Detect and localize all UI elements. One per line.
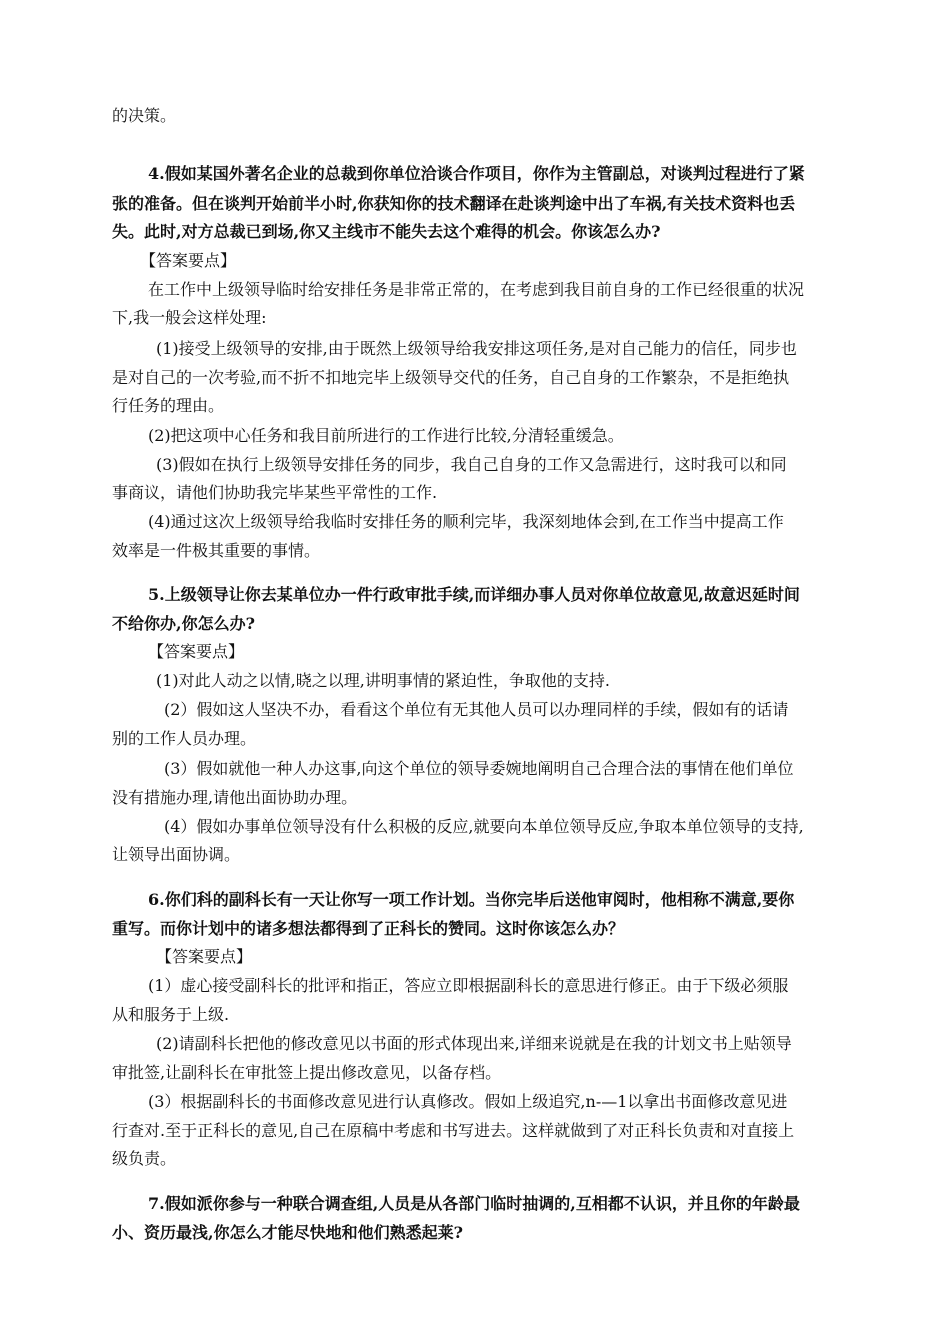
paragraph-line: (1)接受上级领导的安排,由于既然上级领导给我安排这项任务,是对自己能力的信任，同步也 — [156, 339, 797, 358]
paragraph-line: 行查对.至于正科长的意见,自己在原稿中考虑和书写进去。这样就做到了对正科长负责和对直接上 — [112, 1121, 795, 1140]
paragraph-line: (3)假如在执行上级领导安排任务的同步，我自己自身的工作又急需进行，这时我可以和同 — [156, 455, 787, 474]
paragraph-line: 下,我一般会这样处理: — [112, 308, 267, 327]
paragraph-line: (3）假如就他一种人办这事,向这个单位的领导委婉地阐明自己合理合法的事情在他们单位 — [164, 759, 794, 778]
text-fragment: 的决策。 — [112, 106, 177, 125]
paragraph-line: (2)把这项中心任务和我目前所进行的工作进行比较,分清轻重缓急。 — [148, 426, 624, 445]
question-6-line-2: 重写。而你计划中的诸多想法都得到了正科长的赞同。这时你该怎么办？ — [112, 919, 625, 938]
paragraph-line: 审批签,让副科长在审批签上提出修改意见，以备存档。 — [112, 1063, 502, 1082]
paragraph-line: (1)对此人动之以情,晓之以理,讲明事情的紧迫性，争取他的支持. — [156, 671, 610, 690]
paragraph-line: 在工作中上级领导临时给安排任务是非常正常的，在考虑到我目前自身的工作已经很重的状况 — [148, 280, 805, 299]
paragraph-line: (2)请副科长把他的修改意见以书面的形式体现出来,详细来说就是在我的计划文书上贴领导 — [156, 1034, 792, 1053]
paragraph-line: 是对自己的一次考验,而不折不扣地完毕上级领导交代的任务，自己自身的工作繁杂，不是拒绝执 — [112, 368, 790, 387]
paragraph-line: 事商议，请他们协助我完毕某些平常性的工作. — [112, 483, 438, 502]
question-4-line-2: 张的准备。但在谈判开始前半小时,你获知你的技术翻译在赴谈判途中出了车祸,有关技术资料也丢 — [112, 194, 796, 213]
question-7-line-2: 小、资历最浅,你怎么才能尽快地和他们熟悉起莱? — [112, 1223, 463, 1242]
paragraph-line: (2）假如这人坚决不办，看看这个单位有无其他人员可以办理同样的手续，假如有的话请 — [164, 700, 789, 719]
paragraph-line: 从和服务于上级. — [112, 1005, 230, 1024]
question-4-line-3: 失。此时,对方总裁已到场,你又主线市不能失去这个难得的机会。你该怎么办? — [112, 222, 661, 241]
paragraph-line: 行任务的理由。 — [112, 396, 225, 415]
question-4-line-1: 4.假如某国外著名企业的总裁到你单位洽谈合作项目，你作为主管副总，对谈判过程进行了紧 — [148, 164, 805, 183]
question-5-line-2: 不给你办,你怎么办? — [112, 614, 255, 633]
paragraph-line: (4)通过这次上级领导给我临时安排任务的顺利完毕，我深刻地体会到,在工作当中提高工作 — [148, 512, 784, 531]
question-7-line-1: 7.假如派你参与一种联合调查组,人员是从各部门临时抽调的,互相都不认识，并且你的年龄最 — [148, 1194, 800, 1213]
paragraph-line: 没有措施办理,请他出面协助办理。 — [112, 788, 358, 807]
paragraph-line: 让领导出面协调。 — [112, 845, 241, 864]
paragraph-line: 效率是一件极其重要的事情。 — [112, 541, 321, 560]
paragraph-line: 级负责。 — [112, 1149, 177, 1168]
paragraph-line: (1）虚心接受副科长的批评和指正，答应立即根据副科长的意思进行修正。由于下级必须服 — [148, 976, 789, 995]
paragraph-line: (4）假如办事单位领导没有什么积极的反应,就要向本单位领导反应,争取本单位领导的支持, — [164, 817, 804, 836]
question-6-line-1: 6.你们科的副科长有一天让你写一项工作计划。当你完毕后送他审阅时，他相称不满意,要你 — [148, 890, 795, 909]
answer-label: 【答案要点】 — [156, 947, 253, 966]
answer-label: 【答案要点】 — [148, 642, 245, 661]
answer-label: 【答案要点】 — [140, 251, 237, 270]
paragraph-line: 别的工作人员办理。 — [112, 729, 257, 748]
question-5-line-1: 5.上级领导让你去某单位办一件行政审批手续,而详细办事人员对你单位故意见,故意迟延时间 — [148, 585, 800, 604]
paragraph-line: (3）根据副科长的书面修改意见进行认真修改。假如上级追究,n-—1以拿出书面修改意见进 — [148, 1092, 788, 1111]
